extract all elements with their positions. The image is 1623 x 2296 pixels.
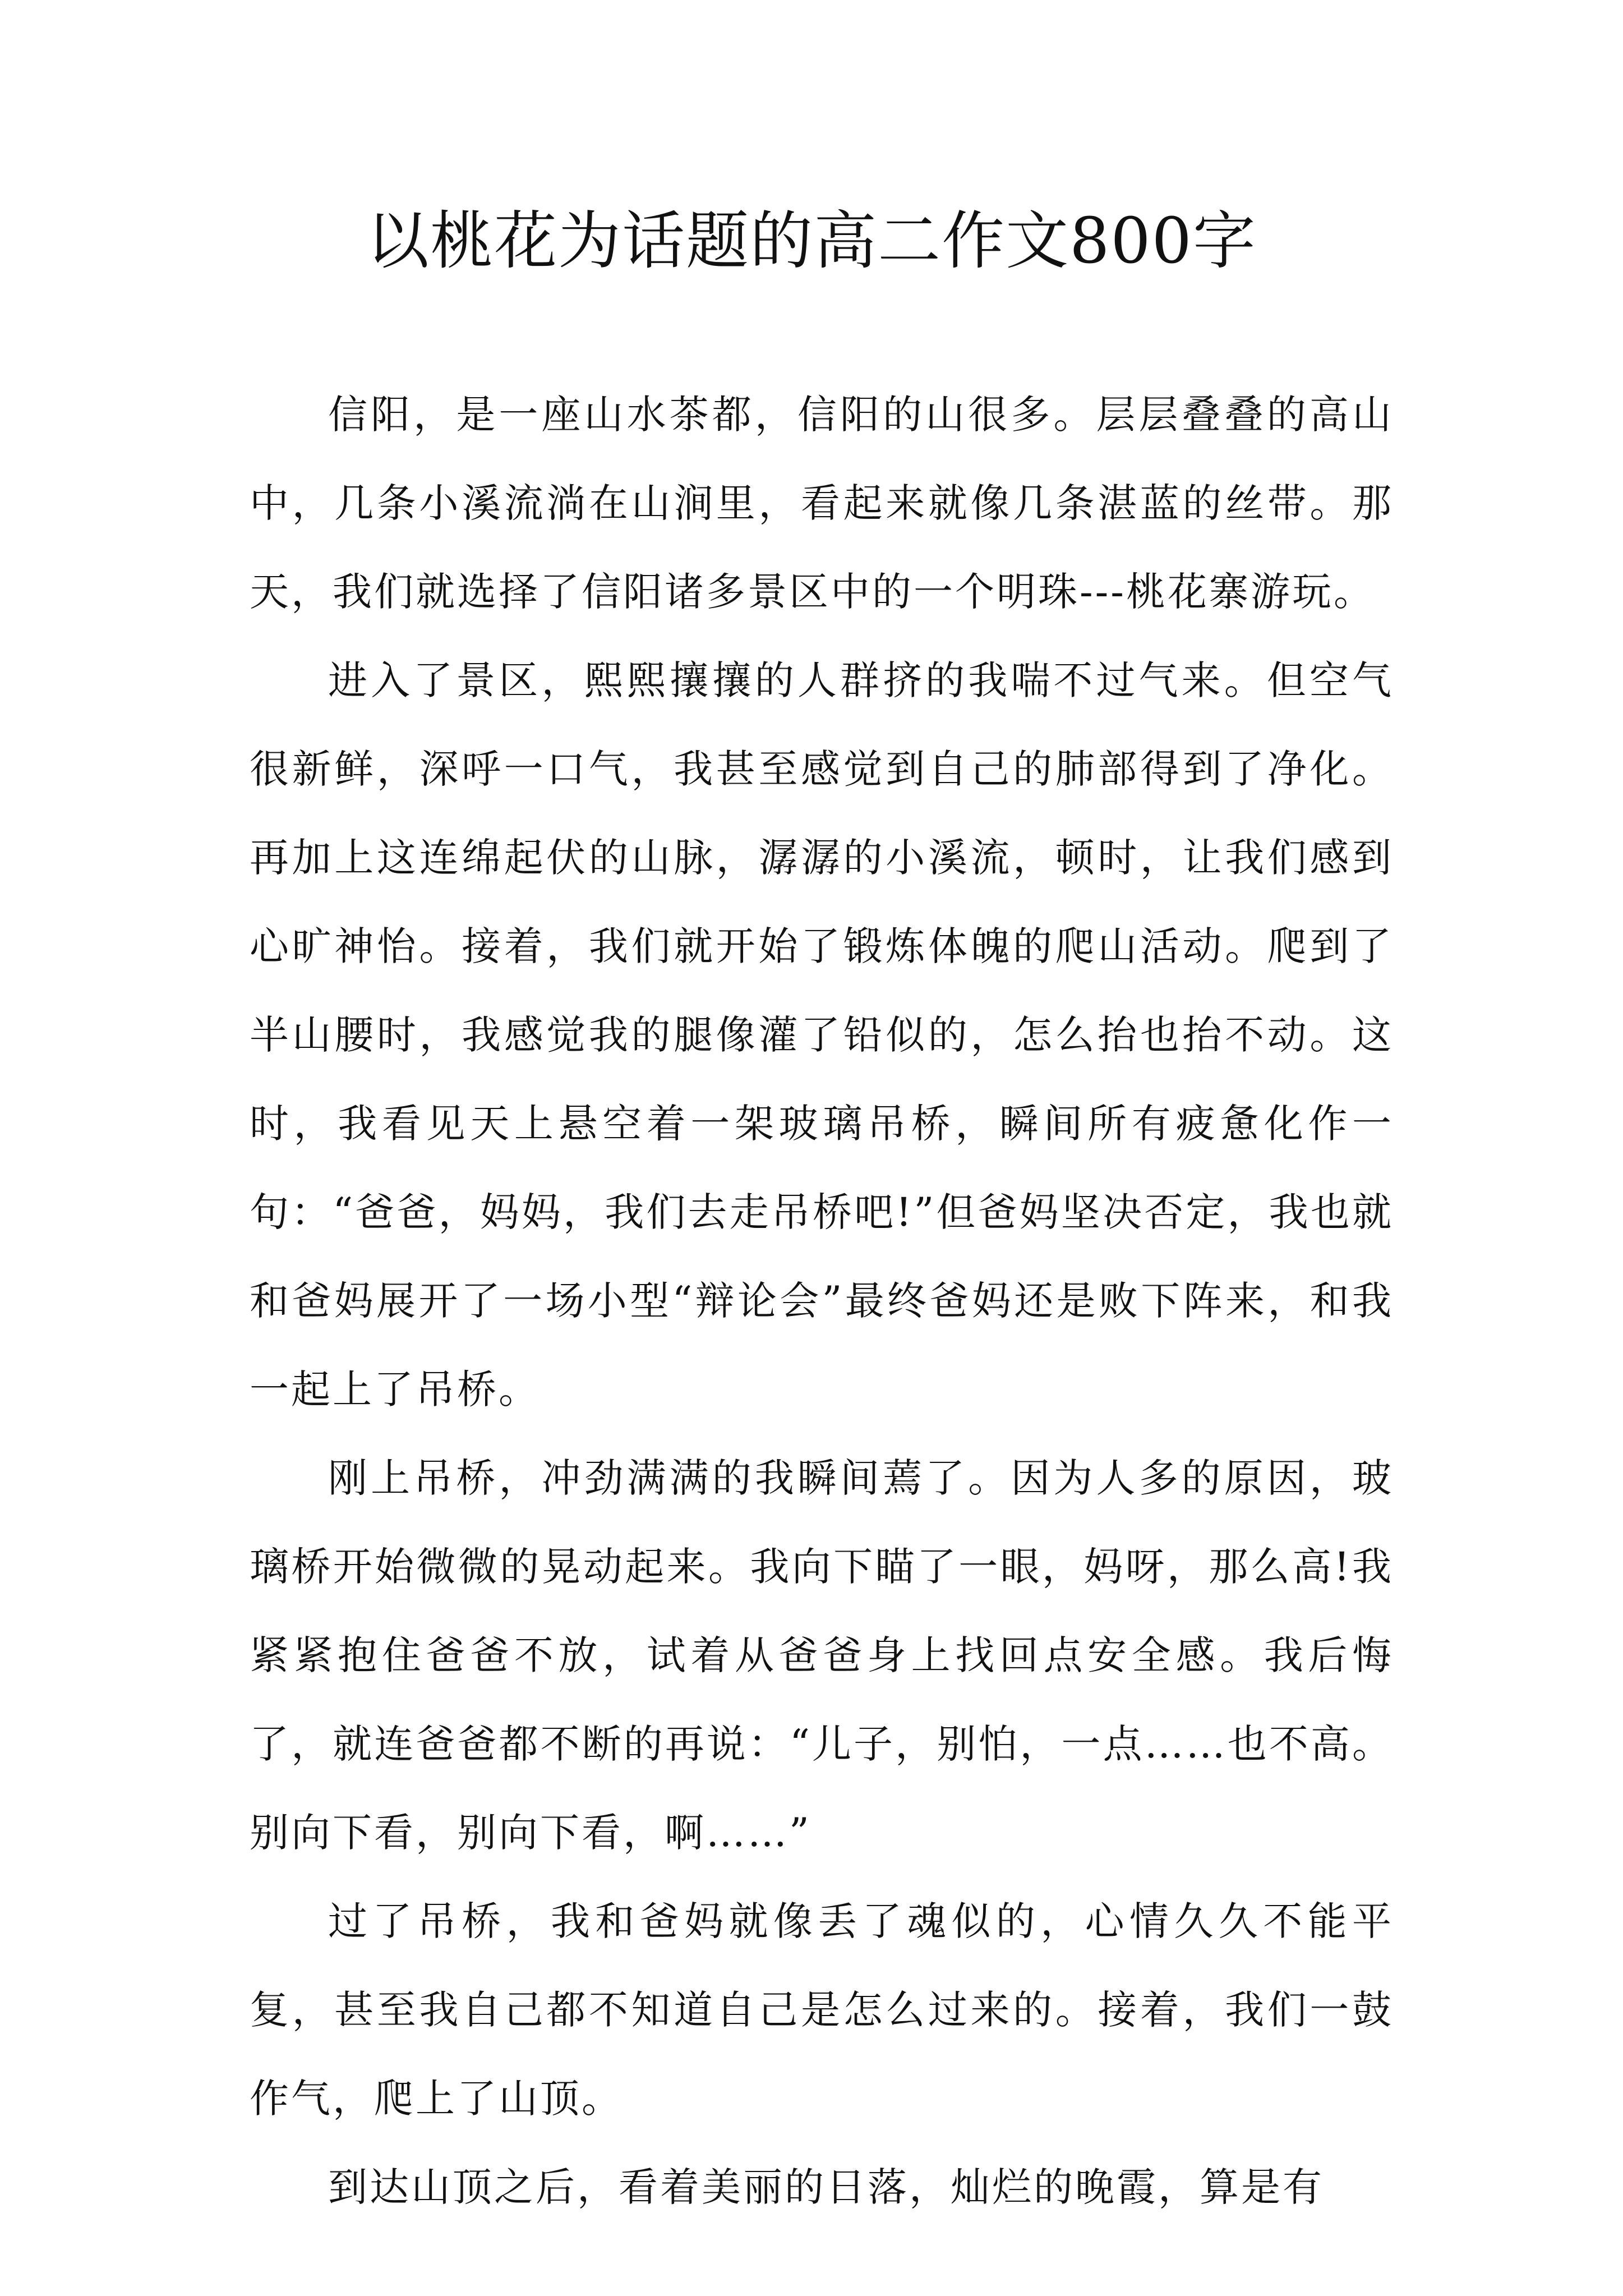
- paragraph-5: 到达山顶之后，看着美丽的日落，灿烂的晚霞，算是有: [328, 2164, 1324, 2210]
- document-body: [250, 370, 1394, 2231]
- paragraph-4: 过了吊桥，我和爸妈就像丢了魂似的，心情久久不能平复，甚至我自己都不知道自己是怎么过来的。接着，我们一鼓作气，爬上了山顶。: [250, 1898, 1394, 2122]
- paragraph-2: 进入了景区，熙熙攘攘的人群挤的我喘不过气来。但空气很新鲜，深呼一口气，我甚至感觉到自己的肺部得到了净化。再加上这连绵起伏的山脉，潺潺的小溪流，顿时，让我们感到心旷神怡。接着，我们就开始了锻炼体魄的爬山活动。爬到了半山腰时，我感觉我的腿像灌了铅似的，怎么抬也抬不动。这时，我看见天上悬空着一架玻璃吊桥，瞬间所有疲惫化作一句：“爸爸，妈妈，我们去走吊桥吧!”但爸妈坚决否定，我也就和爸妈展开了一场小型“辩论会”最终爸妈还是败下阵来，和我一起上了吊桥。: [250, 657, 1394, 1412]
- paragraph-3: 刚上吊桥，冲劲满满的我瞬间蔫了。因为人多的原因，玻璃桥开始微微的晃动起来。我向下瞄了一眼，妈呀，那么高!我紧紧抱住爸爸不放，试着从爸爸身上找回点安全感。我后悔了，就连爸爸都不断的再说：“儿子，别怕，一点……也不高。别向下看，别向下看，啊……”: [250, 1455, 1394, 1856]
- paragraph-1: 信阳，是一座山水茶都，信阳的山很多。层层叠叠的高山中，几条小溪流淌在山涧里，看起来就像几条湛蓝的丝带。那天，我们就选择了信阳诸多景区中的一个明珠---桃花寨游玩。: [250, 392, 1394, 615]
- document-title: 以桃花为话题的高二作文800字: [366, 205, 1257, 278]
